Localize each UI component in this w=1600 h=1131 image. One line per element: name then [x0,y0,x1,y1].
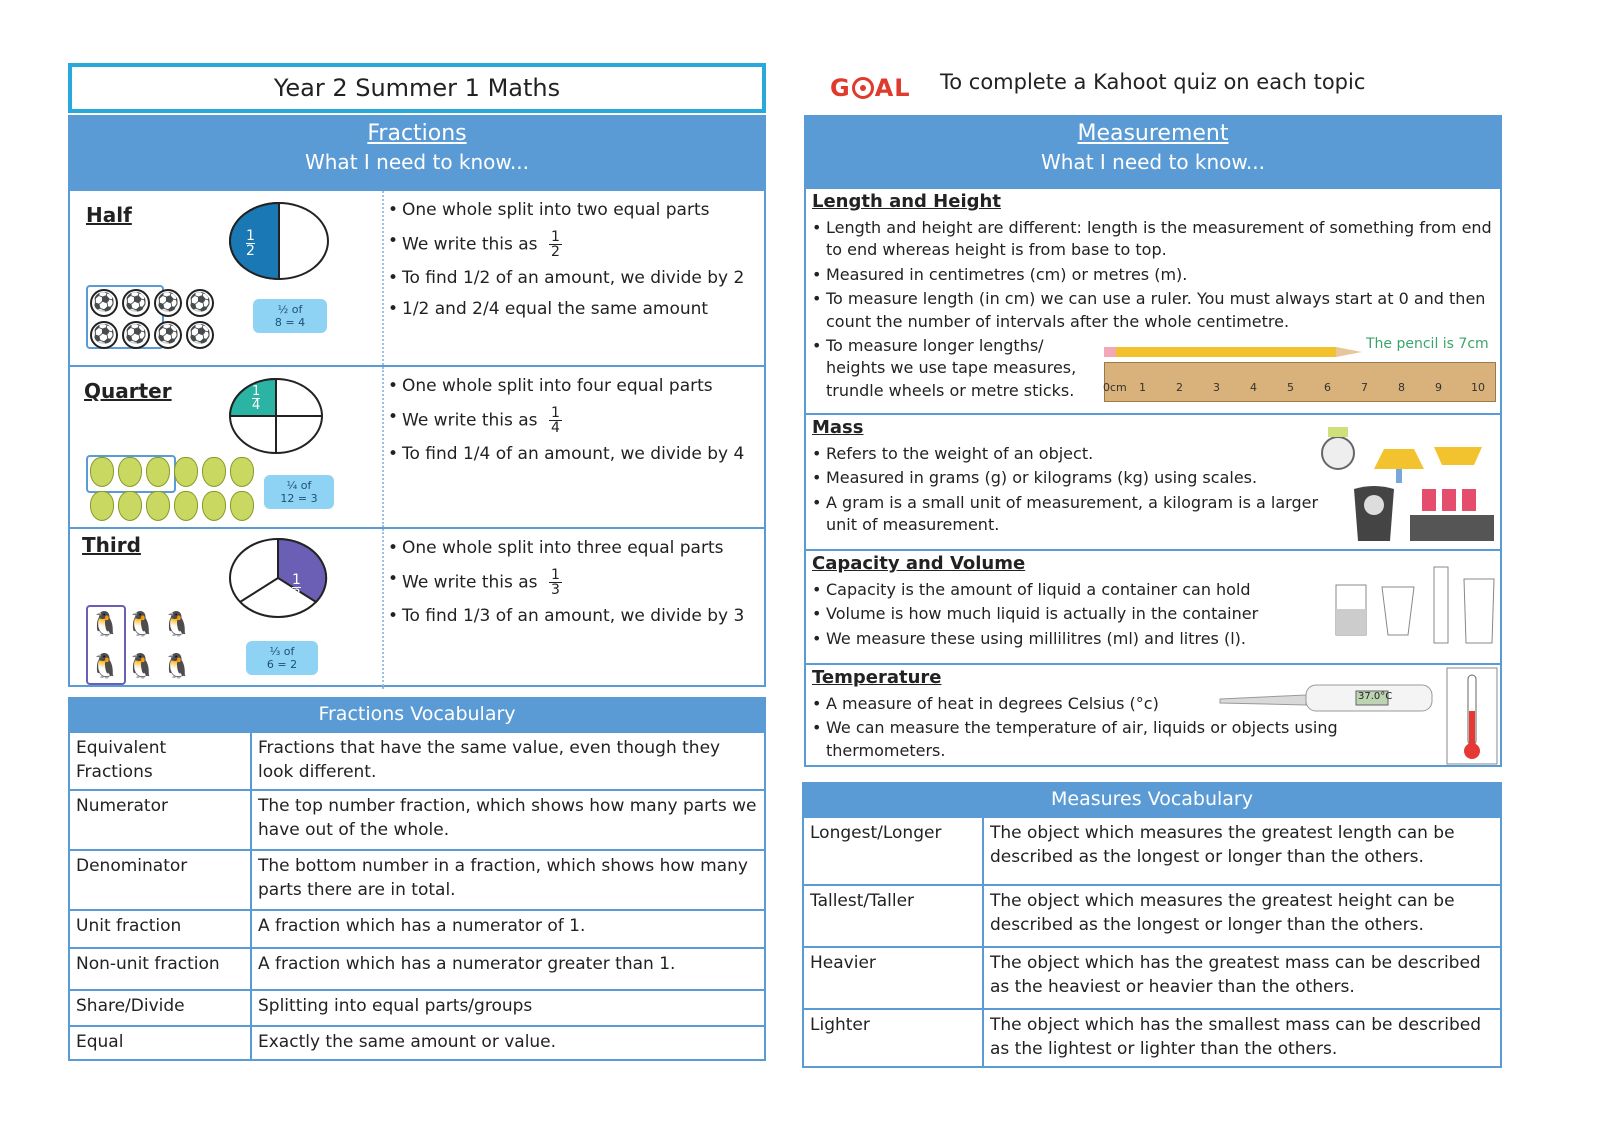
thermometer-icon [1446,667,1498,765]
bullet: • 1/2 and 2/4 equal the same amount [388,298,758,321]
penguin-icon: 🐧 [126,652,156,680]
ruler-label: 7 [1361,381,1368,394]
section-title: Length and Height [812,191,1001,212]
bullet: • Measured in centimetres (cm) or metres (m). [812,264,1492,286]
half-circle-diagram [228,201,330,281]
ruler-label: 4 [1250,381,1257,394]
ruler-label: 8 [1398,381,1405,394]
ruler-label: 5 [1287,381,1294,394]
half-bullets [388,199,758,329]
pear-icon [174,491,198,521]
section-title: Temperature [812,667,942,688]
bullet: • Length and height are different: length is the measurement of something from end to end whereas height is from base to top. [812,217,1492,262]
topic-title-half: Half [86,203,132,227]
bullet: • One whole split into four equal parts [388,375,758,398]
football-icon: ⚽ [186,289,214,317]
target-icon [852,77,874,99]
vocab-term: Lighter [803,1009,983,1067]
fraction-notation: $\frac{1}{2}$ [550,228,560,260]
vocab-definition: The bottom number in a fraction, which shows how many parts there are in total. [251,850,765,910]
penguin-icon: 🐧 [162,610,192,638]
pear-icon [118,491,142,521]
bullet: • We can measure the temperature of air, liquids or objects using thermometers. [812,717,1412,762]
section-title: Mass [812,417,864,438]
topic-third [70,529,764,689]
bullet: • One whole split into two equal parts [388,199,758,222]
football-icon: ⚽ [154,289,182,317]
pear-icon [90,491,114,521]
quarter-example-chip: ¼ of 12 = 3 [264,475,334,509]
thermometer-reading: 37.0°C [1358,691,1393,702]
vocab-term: Heavier [803,947,983,1009]
vocab-term: Tallest/Taller [803,885,983,947]
bullet: • We write this as $\frac{1}{2}$ [388,230,758,259]
half-example-chip: ½ of 8 = 4 [253,299,327,333]
third-circle-diagram [228,537,328,619]
table-row [803,817,1501,885]
table-row [69,910,765,948]
vocab-definition: The top number fraction, which shows how many parts we have out of the whole. [251,790,765,850]
section-capacity-volume [806,551,1500,665]
vocab-term: Unit fraction [69,910,251,948]
page-title: Year 2 Summer 1 Maths [68,63,766,113]
pear-icon [202,457,226,487]
topic-title-third: Third [82,533,141,557]
measures-vocab-table [802,816,1502,1068]
bullet: • We write this as $\frac{1}{3}$ [388,568,758,597]
table-row [69,732,765,790]
pear-icon [146,491,170,521]
section-mass [806,415,1500,551]
pear-group [90,457,260,521]
goal-text: To complete a Kahoot quiz on each topic [940,70,1366,94]
vocab-term: Non-unit fraction [69,948,251,990]
measures-vocab-heading: Measures Vocabulary [802,782,1502,816]
fractions-vocabulary [68,697,766,1061]
vocab-definition: A fraction which has a numerator of 1. [251,910,765,948]
vocab-term: Numerator [69,790,251,850]
digital-thermometer-icon [1216,677,1436,717]
table-row [69,850,765,910]
vocab-definition: The object which has the greatest mass can be described as the heaviest or heavier than the others. [983,947,1501,1009]
football-icon: ⚽ [90,289,118,317]
football-icon: ⚽ [122,321,150,349]
bullet: • Volume is how much liquid is actually in the container [812,603,1352,625]
quarter-bullets [388,375,758,474]
fractions-header [70,117,764,191]
topic-title-quarter: Quarter [84,379,172,403]
penguin-group [90,607,210,683]
vocab-term: Longest/Longer [803,817,983,885]
fractions-subheading: What I need to know... [304,150,530,174]
bullet: • Measured in grams (g) or kilograms (kg) using scales. [812,467,1332,489]
vocab-term: Equal [69,1026,251,1060]
bullet: • To find 1/4 of an amount, we divide by 4 [388,443,758,466]
penguin-icon: 🐧 [162,652,192,680]
penguin-icon: 🐧 [126,610,156,638]
fraction-notation: $\frac{1}{4}$ [550,404,560,436]
vocab-definition: The object which measures the greatest height can be described as the longest or longer than the others. [983,885,1501,947]
penguin-icon: 🐧 [90,652,120,680]
measurement-header [806,117,1500,189]
quarter-diagram-label: 1 4 [252,384,261,413]
containers-illustration [1334,565,1500,655]
bullet: • Capacity is the amount of liquid a container can hold [812,579,1352,601]
ruler-label: 2 [1176,381,1183,394]
measurement-panel [804,115,1502,767]
bullet: • To find 1/3 of an amount, we divide by 3 [388,605,758,628]
table-row [803,947,1501,1009]
bullet: • We write this as $\frac{1}{4}$ [388,406,758,435]
pencil-icon [1104,344,1364,360]
vocab-term: Equivalent Fractions [69,732,251,790]
ruler-label: 10 [1471,381,1485,394]
measurement-heading: Measurement [1077,121,1229,146]
table-row [69,1026,765,1060]
pencil-note: The pencil is 7cm [1366,336,1489,352]
measurement-subheading: What I need to know... [1040,150,1266,174]
vocab-definition: Exactly the same amount or value. [251,1026,765,1060]
fraction-notation: $\frac{1}{3}$ [550,566,560,598]
third-diagram-label: 1 3 [292,572,301,603]
bullet: • To measure longer lengths/ heights we use tape measures, trundle wheels or metre sticks. [812,335,1094,402]
vocab-definition: Splitting into equal parts/groups [251,990,765,1026]
football-icon: ⚽ [186,321,214,349]
goal-logo: G AL [830,74,911,102]
bullet: • Refers to the weight of an object. [812,443,1332,465]
vocab-definition: The object which has the smallest mass can be described as the lightest or lighter than the others. [983,1009,1501,1067]
pear-icon [90,457,114,487]
football-icon: ⚽ [122,289,150,317]
pear-icon [230,491,254,521]
football-icon: ⚽ [90,321,118,349]
ruler-label: 9 [1435,381,1442,394]
topic-half [70,191,764,367]
vocab-definition: A fraction which has a numerator greater than 1. [251,948,765,990]
vocab-term: Share/Divide [69,990,251,1026]
pear-icon [174,457,198,487]
bullet: • To find 1/2 of an amount, we divide by 2 [388,267,758,290]
football-icon: ⚽ [154,321,182,349]
vocab-definition: The object which measures the greatest length can be described as the longest or longer than the others. [983,817,1501,885]
vocab-definition: Fractions that have the same value, even though they look different. [251,732,765,790]
half-diagram-label: 1 2 [246,228,255,259]
ruler-label: 1 [1139,381,1146,394]
mass-bullets [812,443,1332,545]
football-group [90,289,238,349]
fractions-heading: Fractions [367,121,467,146]
penguin-icon: 🐧 [90,610,120,638]
bullet: • To measure length (in cm) we can use a ruler. You must always start at 0 and then count the number of intervals after the whole centimetre. [812,288,1492,333]
table-row [803,1009,1501,1067]
measures-vocabulary [802,782,1502,1068]
third-example-chip: ⅓ of 6 = 2 [246,641,318,675]
vocab-term: Denominator [69,850,251,910]
ruler-label: 3 [1213,381,1220,394]
topic-quarter [70,367,764,529]
bullet: • A gram is a small unit of measurement, a kilogram is a larger unit of measurement. [812,492,1332,537]
pear-icon [146,457,170,487]
section-title: Capacity and Volume [812,553,1026,574]
ruler-icon [1104,362,1496,402]
bullet: • A measure of heat in degrees Celsius (°c) [812,693,1206,715]
fractions-vocab-table [68,731,766,1061]
ruler-label: 6 [1324,381,1331,394]
section-temperature [806,665,1500,769]
bullet: • We measure these using millilitres (ml) and litres (l). [812,628,1352,650]
pear-icon [230,457,254,487]
bullet: • One whole split into three equal parts [388,537,758,560]
pear-icon [202,491,226,521]
capacity-bullets [812,579,1352,658]
scales-illustration [1314,419,1498,545]
pear-icon [118,457,142,487]
quarter-circle-diagram [228,377,324,455]
table-row [69,790,765,850]
ruler-label: 0cm [1103,381,1127,394]
fractions-panel [68,115,766,687]
table-row [803,885,1501,947]
fractions-vocab-heading: Fractions Vocabulary [68,697,766,731]
table-row [69,990,765,1026]
third-bullets [388,537,758,636]
table-row [69,948,765,990]
